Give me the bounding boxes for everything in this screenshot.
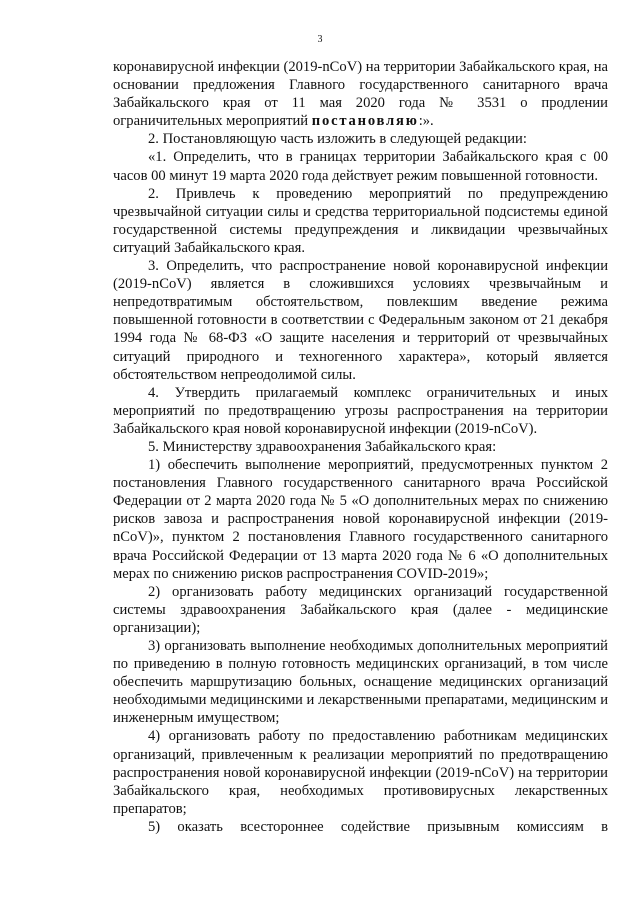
paragraph: 4. Утвердить прилагаемый комплекс ограничительных и иных мероприятий по предотвращению угрозы распространения на территории Забайкальского края новой коронавирусной инфекции (2019-nCoV). [113,384,608,437]
paragraph: 5. Министерству здравоохранения Забайкальского края: [148,438,497,455]
document-body [113,58,608,836]
paragraph: 3. Определить, что распространение новой коронавирусной инфекции (2019-nCoV) является в сложившихся условиях чрезвычайным и непредотвратимым обстоятельством, повлекшим введение режима повышенной готовности в соответствии с Федеральным законом от 21 декабря 1994 года № 68-ФЗ «О защите населения и территорий от чрезвычайных ситуаций природного и техногенного характера», который является обстоятельством непреодолимой силы. [113,258,608,383]
paragraph: «1. Определить, что в границах территории Забайкальского края с 00 часов 00 минут 19 марта 2020 года действует режим повышенной готовности. [113,149,608,184]
paragraph: 2. Постановляющую часть изложить в следующей редакции: [148,131,527,148]
emphasis-text: постановляю [311,113,419,130]
paragraph-continuation [113,58,608,130]
paragraph: 2) организовать работу медицинских организаций государственной системы здравоохранения Забайкальского края (далее - медицинские организации); [113,583,608,636]
paragraph: 3) организовать выполнение необходимых дополнительных мероприятий по приведению в полную готовность медицинских организаций, в том числе обеспечить маршрутизацию больных, оснащение медицинских организаций необходимыми медицинскими и лекарственными препаратами, медицинским и инженерным имуществом; [113,638,608,727]
paragraph-text: коронавирусной инфекции (2019-nCoV) на территории Забайкальского края, на основании предложения Главного государственного санитарного врача Забайкальского края от 11 мая 2020 года № 3531 о продлении ограничительных мероприятий [113,59,608,130]
paragraph: 5) оказать всестороннее содействие призывным комиссиям в [148,818,608,835]
paragraph-tail: :». [418,113,434,130]
page-number: 3 [317,34,323,45]
paragraph: 2. Привлечь к проведению мероприятий по предупреждению чрезвычайной ситуации силы и средства территориальной подсистемы единой государственной системы предупреждения и ликвидации чрезвычайных ситуаций Забайкальского края. [113,185,608,256]
paragraph: 1) обеспечить выполнение мероприятий, предусмотренных пунктом 2 постановления Главного государственного санитарного врача Российской Федерации от 2 марта 2020 года № 5 «О дополнительных мерах по снижению рисков завоза и распространения новой коронавирусной инфекции (2019-nCoV)», пунктом 2 постановления Главного государственного санитарного врача Российской Федерации от 13 марта 2020 года № 6 «О дополнительных мерах по снижению рисков распространения COVID-2019»; [113,457,608,582]
paragraph: 4) организовать работу по предоставлению работникам медицинских организаций, привлеченным к реализации мероприятий по предотвращению распространения новой коронавирусной инфекции (2019-nCoV) на территории Забайкальского края, необходимых противовирусных лекарственных препаратов; [113,728,608,817]
